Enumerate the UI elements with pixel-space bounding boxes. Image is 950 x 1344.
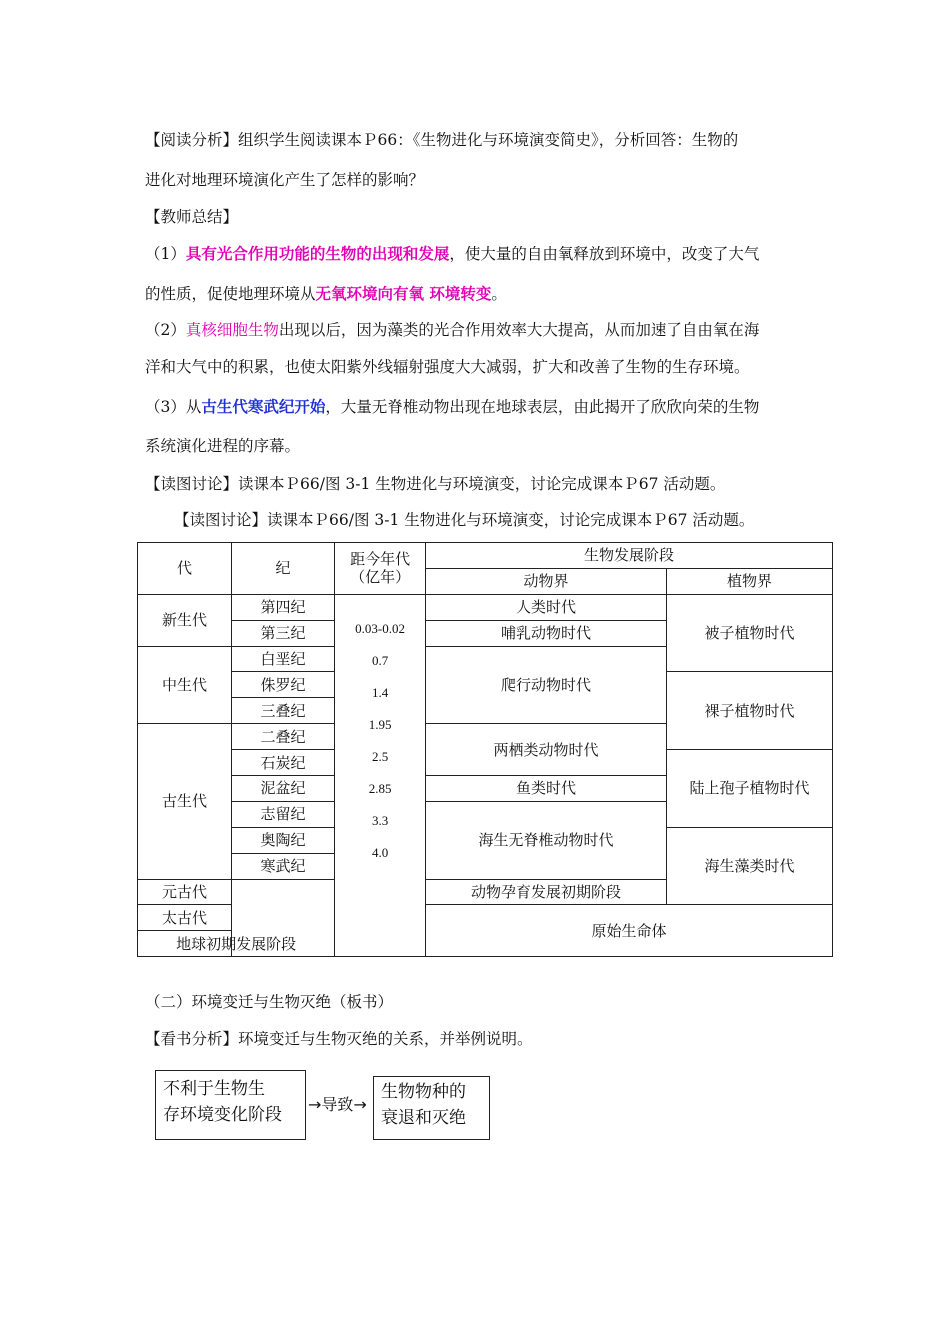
header-animal: 动物界 (425, 568, 666, 594)
reading-line-1: 【阅读分析】组织学生阅读课本Ｐ66：《生物进化与环境演变简史》，分析回答：生物的 (145, 131, 739, 149)
period-jurassic: 侏罗纪 (231, 672, 334, 698)
cause-line-1: 不利于生物生 (163, 1079, 265, 1099)
era-archean: 太古代 (138, 905, 232, 931)
cause-box (155, 1070, 306, 1140)
arrow-leads-to: →导致→ (308, 1095, 367, 1114)
plant-spore: 陆上孢子植物时代 (667, 750, 833, 828)
plant-algae: 海生藻类时代 (667, 827, 833, 905)
item-1-highlight: 具有光合作用功能的生物的出现和发展 (185, 244, 450, 263)
period-triassic: 三叠纪 (231, 698, 334, 724)
summary-item-2-line-1 (145, 318, 759, 340)
origin-of-life: 原始生命体 (425, 905, 832, 957)
item-1-text: ，使大量的自由氧释放到环境中，改变了大气 (449, 245, 760, 263)
header-years-label: 距今年代 (350, 550, 411, 569)
period-carboniferous: 石炭纪 (231, 750, 334, 776)
item-3-text: ，大量无脊椎动物出现在地球表层，由此揭开了欣欣向荣的生物 (325, 398, 760, 416)
years-column (335, 594, 426, 956)
year-value: 0.7 (371, 652, 389, 668)
animal-amphibian: 两栖类动物时代 (425, 724, 666, 776)
item-1-line2-prefix: 的性质，促使地理环境从 (145, 285, 316, 303)
discussion-line-1: 【读图讨论】读课本Ｐ66/图 3-1 生物进化与环境演变，讨论完成课本Ｐ67 活动题。 (145, 475, 726, 493)
period-quaternary: 第四纪 (231, 594, 334, 620)
period-ordovician: 奥陶纪 (231, 827, 334, 853)
animal-reptile: 爬行动物时代 (425, 646, 666, 724)
header-period: 纪 (231, 543, 334, 595)
item-2-text: 出现以后，因为藻类的光合作用效率大大提高，从而加速了自由氧在海 (278, 321, 760, 339)
era-mesozoic: 中生代 (138, 646, 232, 724)
header-years (335, 543, 426, 595)
summary-item-1-line-1 (145, 242, 759, 264)
summary-item-3-line-2: 系统演化进程的序幕。 (145, 437, 301, 455)
year-value: 3.3 (371, 812, 389, 828)
year-value: 0.03-0.02 (355, 620, 406, 636)
year-value: 1.95 (368, 716, 392, 732)
item-2-prefix: （2） (145, 321, 186, 339)
period-permian: 二叠纪 (231, 724, 334, 750)
item-1-end: 。 (491, 285, 507, 303)
era-early-earth: 地球初期发展阶段 (138, 931, 335, 957)
summary-item-1-line-2 (145, 282, 507, 304)
header-years-unit: （亿年） (350, 568, 411, 587)
year-value: 4.0 (371, 844, 389, 860)
summary-item-3-line-1 (145, 395, 759, 417)
section-2-title: （二）环境变迁与生物灭绝（板书） (145, 993, 394, 1011)
period-tertiary: 第三纪 (231, 620, 334, 646)
period-cretaceous: 白垩纪 (231, 646, 334, 672)
era-proterozoic: 元古代 (138, 879, 232, 905)
effect-box (373, 1076, 490, 1140)
reading-line-2: 进化对地理环境演化产生了怎样的影响？ (145, 171, 425, 189)
item-3-highlight: 古生代寒武纪开始 (201, 397, 326, 416)
item-1-prefix: （1） (145, 245, 186, 263)
effect-line-1: 生物物种的 (381, 1082, 466, 1102)
animal-invertebrate: 海生无脊椎动物时代 (425, 801, 666, 879)
section-2-analysis: 【看书分析】环境变迁与生物灭绝的关系，并举例说明。 (145, 1030, 533, 1048)
effect-line-2: 衰退和灭绝 (381, 1108, 466, 1128)
summary-item-2-line-2: 洋和大气中的积累，也使太阳紫外线辐射强度大大减弱，扩大和改善了生物的生存环境。 (145, 358, 750, 376)
era-paleozoic: 古生代 (138, 724, 232, 879)
animal-human: 人类时代 (425, 594, 666, 620)
header-stage: 生物发展阶段 (425, 543, 832, 569)
period-silurian: 志留纪 (231, 801, 334, 827)
evolution-table (137, 542, 833, 957)
item-1-highlight-2: 无氧环境向有氧 环境转变 (315, 284, 492, 303)
period-devonian: 泥盆纪 (231, 776, 334, 802)
header-plant: 植物界 (667, 568, 833, 594)
animal-mammal: 哺乳动物时代 (425, 620, 666, 646)
item-2-highlight: 真核细胞生物 (185, 321, 279, 339)
item-3-prefix: （3）从 (145, 398, 202, 416)
era-cenozoic: 新生代 (138, 594, 232, 646)
summary-heading: 【教师总结】 (145, 208, 239, 226)
animal-early: 动物孕育发展初期阶段 (425, 879, 666, 905)
header-era: 代 (138, 543, 232, 595)
year-value: 2.85 (368, 780, 392, 796)
plant-angiosperm: 被子植物时代 (667, 594, 833, 672)
animal-fish: 鱼类时代 (425, 776, 666, 802)
year-value: 1.4 (371, 684, 389, 700)
period-cambrian: 寒武纪 (231, 853, 334, 879)
year-value: 2.5 (371, 748, 389, 764)
plant-gymnosperm: 裸子植物时代 (667, 672, 833, 750)
cause-line-2: 存环境变化阶段 (163, 1105, 282, 1125)
discussion-line-2: 【读图讨论】读课本Ｐ66/图 3-1 生物进化与环境演变，讨论完成课本Ｐ67 活动题。 (174, 511, 755, 529)
